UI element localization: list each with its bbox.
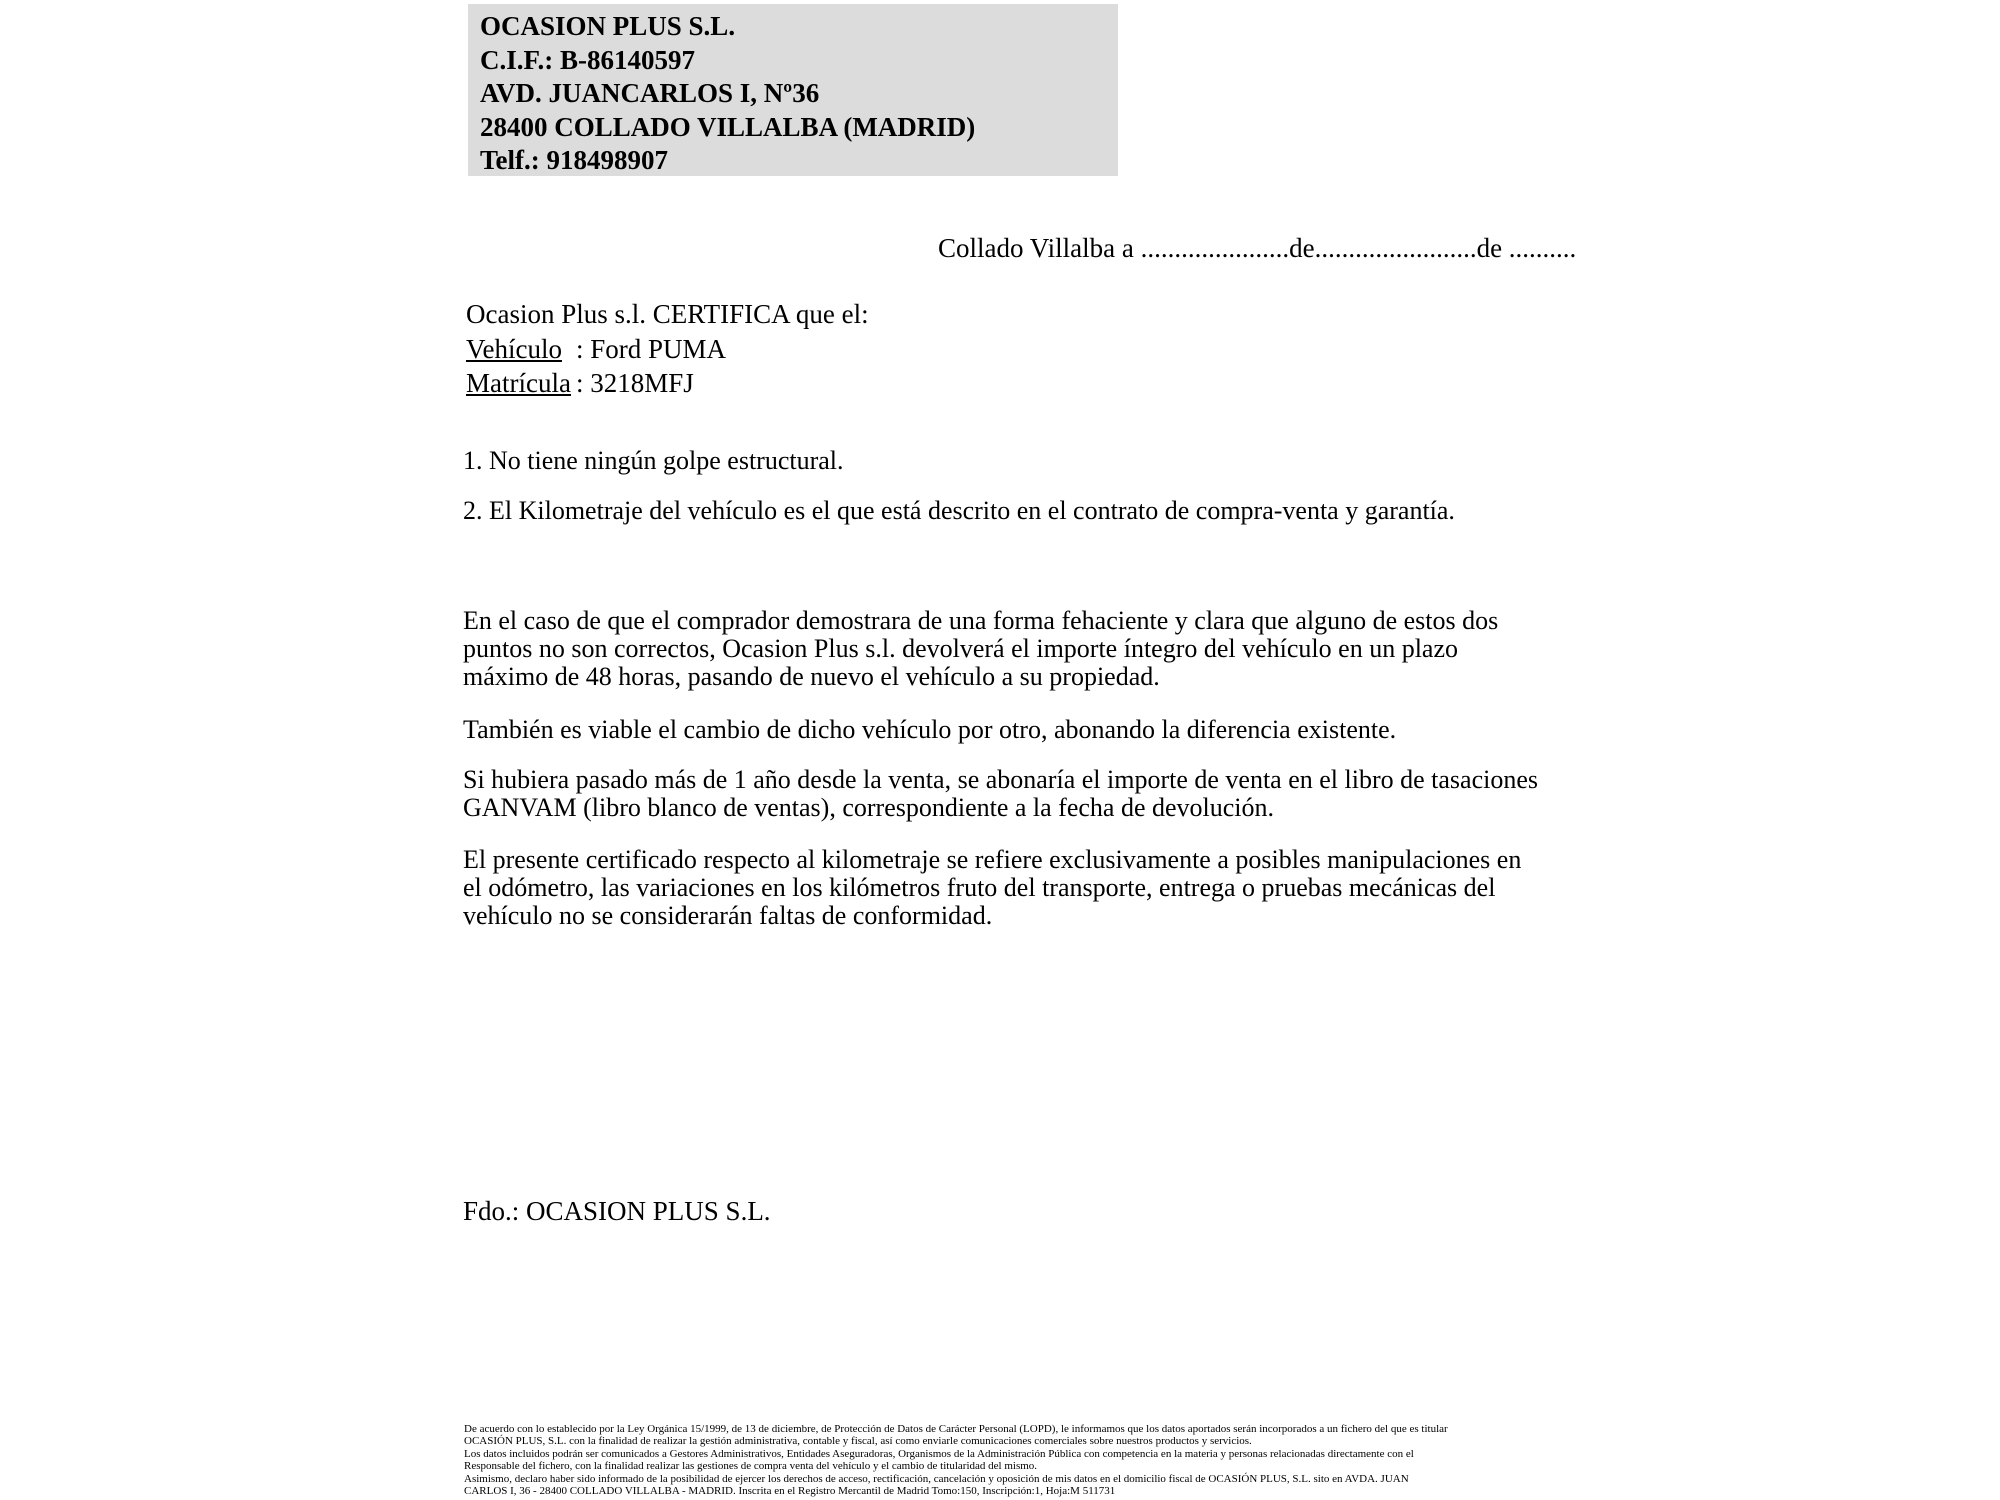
company-name: OCASION PLUS S.L. <box>480 11 736 41</box>
legal-footer-line: De acuerdo con lo establecido por la Ley Orgánica 15/1999, de 13 de diciembre, de Protección de Datos de Carácter Personal (LOPD), le informamos que los datos aportados serán incorporados a un fichero del que es titular <box>464 1423 1448 1435</box>
legal-footer-line: Los datos incluidos podrán ser comunicados a Gestores Administrativos, Entidades Aseguradoras, Organismos de la Administración Pública con competencia en la materia y personas relacionadas directamente con el <box>464 1447 1414 1460</box>
legal-footer-line: Responsable del fichero, con la finalidad realizar las gestiones de compra venta del vehículo y el cambio de titularidad del mismo. <box>464 1460 1038 1473</box>
certification-block <box>466 297 869 401</box>
company-phone: Telf.: 918498907 <box>480 145 668 175</box>
company-address: AVD. JUANCARLOS I, Nº36 <box>480 78 820 108</box>
vehicle-label: Vehículo <box>466 333 562 364</box>
legal-footer-line: OCASIÓN PLUS, S.L. con la finalidad de realizar la gestión administrativa, contable y fiscal, así como enviarle comunicaciones comerciales sobre nuestros productos y servicios. <box>464 1435 1252 1448</box>
plate-label: Matrícula <box>466 368 571 398</box>
paragraph-ganvam: Si hubiera pasado más de 1 año desde la venta, se abonaría el importe de venta en el libro de tasaciones GANVAM (libro blanco de ventas), correspondiente a la fecha de devolución. <box>463 765 1539 822</box>
field-row-vehicle <box>466 332 869 367</box>
legal-footer-line: CARLOS I, 36 - 28400 COLLADO VILLALBA - MADRID. Inscrita en el Registro Mercantil de Madrid Tomo:150, Inscripción:1, Hoja:M 511731 <box>464 1485 1116 1498</box>
vehicle-value: : Ford PUMA <box>576 333 727 364</box>
vehicle-label-cell <box>466 332 576 367</box>
paragraph-odometer: El presente certificado respecto al kilometraje se refiere exclusivamente a posibles manipulaciones en el odómetro, las variaciones en los kilómetros fruto del transporte, entrega o pruebas mecánicas del vehículo no se considerarán faltas de conformidad. <box>463 845 1522 930</box>
numbered-item-1: 1. No tiene ningún golpe estructural. <box>463 446 844 475</box>
paragraph-refund: En el caso de que el comprador demostrara de una forma fehaciente y clara que alguno de estos dos puntos no son correctos, Ocasion Plus s.l. devolverá el importe íntegro del vehículo en un plazo máximo de 48 horas, pasando de nuevo el vehículo a su propiedad. <box>463 606 1499 691</box>
company-header-box <box>468 4 1118 176</box>
date-line: Collado Villalba a ......................de........................de .......... <box>938 233 1577 263</box>
signature-line: Fdo.: OCASION PLUS S.L. <box>463 1196 771 1226</box>
company-cif: C.I.F.: B-86140597 <box>480 44 696 75</box>
plate-value: : 3218MFJ <box>576 368 694 398</box>
legal-footer-line: Asimismo, declaro haber sido informado de la posibilidad de ejercer los derechos de acceso, rectificación, cancelación y oposición de mis datos en el domicilio fiscal de OCASIÓN PLUS, S.L. sito en AVDA. JUAN <box>464 1472 1409 1485</box>
legal-footer <box>464 1423 1448 1497</box>
paragraph-exchange: También es viable el cambio de dicho vehículo por otro, abonando la diferencia existente. <box>463 715 1397 744</box>
certifica-intro: Ocasion Plus s.l. CERTIFICA que el: <box>466 299 869 329</box>
plate-label-cell <box>466 366 576 401</box>
company-city: 28400 COLLADO VILLALBA (MADRID) <box>480 111 976 142</box>
numbered-item-2: 2. El Kilometraje del vehículo es el que está descrito en el contrato de compra-venta y garantía. <box>463 496 1455 525</box>
field-row-plate <box>466 366 869 401</box>
